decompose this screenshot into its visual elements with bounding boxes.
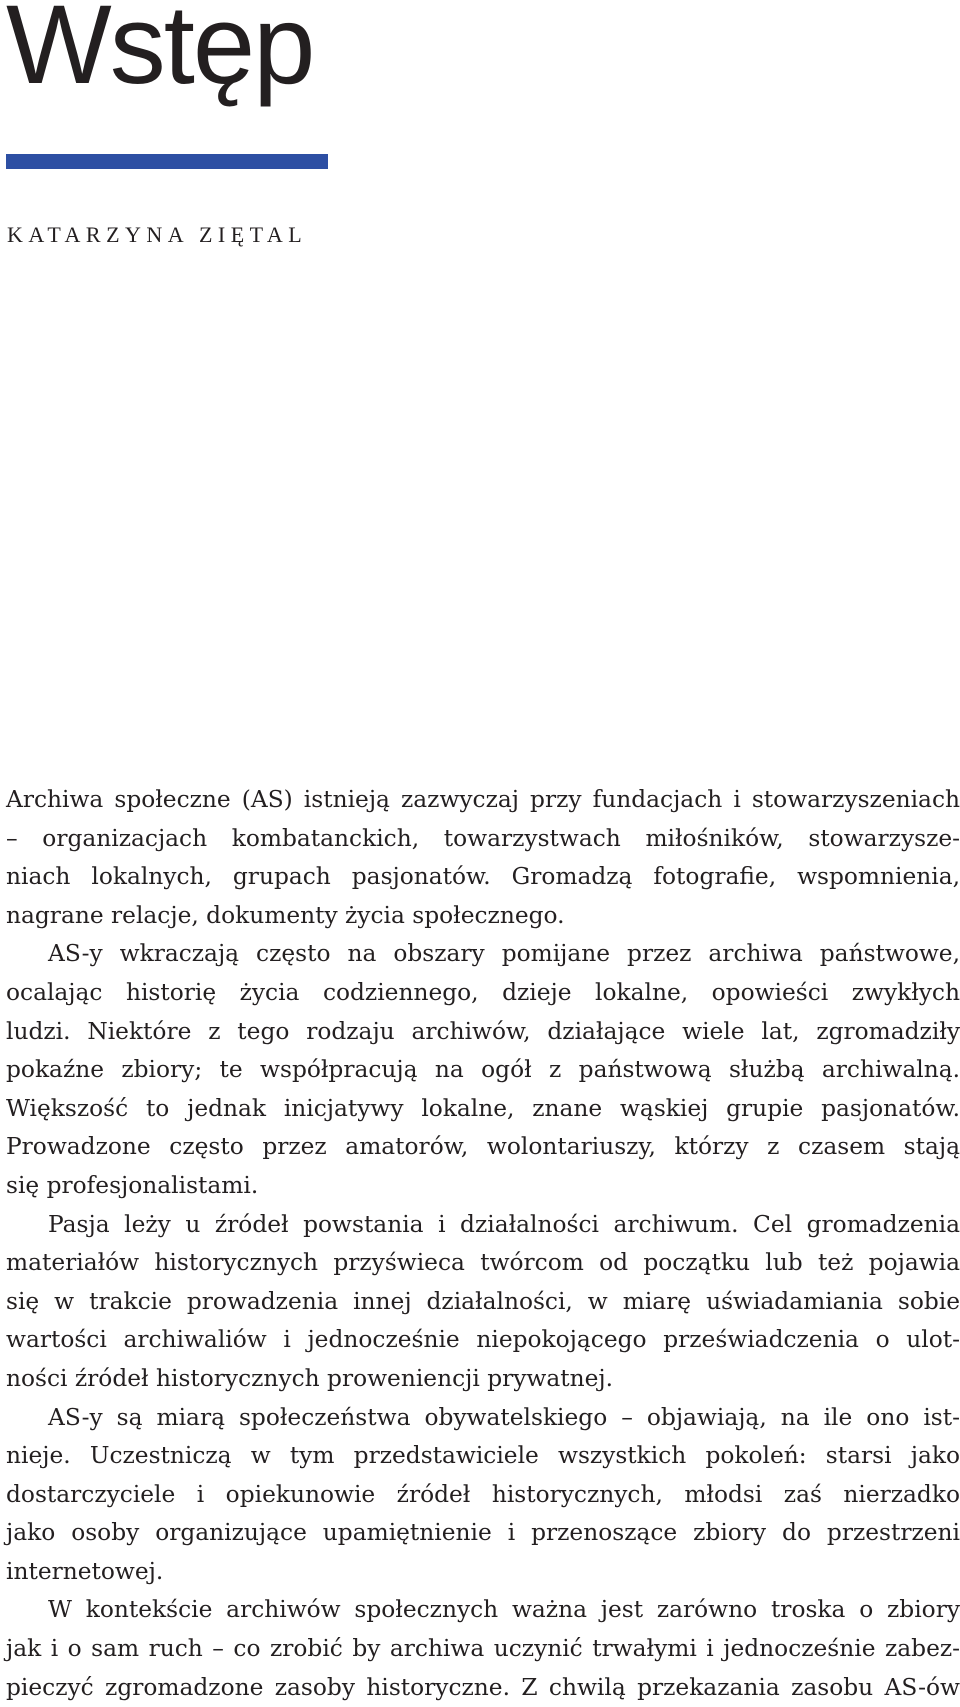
body-line: Większość to jednak inicjatywy lokalne, znane wąskiej grupie pasjonatów. <box>6 1094 960 1122</box>
body-line: Prowadzone często przez amatorów, wolontariuszy, którzy z czasem stają <box>6 1133 960 1161</box>
body-line: nieje. Uczestniczą w tym przedstawiciele wszystkich pokoleń: starsi jako <box>6 1442 960 1470</box>
body-line: niach lokalnych, grupach pasjonatów. Gromadzą fotografie, wspomnienia, <box>6 863 960 891</box>
body-text <box>6 781 960 1707</box>
body-line: ocalając historię życia codziennego, dzieje lokalne, opowieści zwykłych <box>6 978 960 1006</box>
body-line: ludzi. Niektóre z tego rodzaju archiwów, działające wiele lat, zgromadziły <box>6 1017 960 1045</box>
title-accent-rule <box>6 154 328 169</box>
body-line: nagrane relacje, dokumenty życia społecznego. <box>6 901 565 929</box>
body-line: W kontekście archiwów społecznych ważna jest zarówno troska o zbiory <box>48 1596 960 1624</box>
body-line: ności źródeł historycznych proweniencji prywatnej. <box>6 1364 614 1392</box>
author-name: KATARZYNA ZIĘTAL <box>7 222 308 247</box>
body-line: Archiwa społeczne (AS) istnieją zazwyczaj przy fundacjach i stowarzyszeniach <box>6 786 960 813</box>
body-line: wartości archiwaliów i jednocześnie niepokojącego przeświadczenia o ulot- <box>6 1326 960 1354</box>
body-line: dostarczyciele i opiekunowie źródeł historycznych, młodsi zaś nierzadko <box>6 1480 960 1508</box>
body-line: Pasja leży u źródeł powstania i działalności archiwum. Cel gromadzenia <box>48 1210 960 1238</box>
body-line: internetowej. <box>6 1557 164 1585</box>
body-line: AS-y wkraczają często na obszary pomijane przez archiwa państwowe, <box>48 940 960 968</box>
body-line: pokaźne zbiory; te współpracują na ogół z państwową służbą archiwalną. <box>6 1056 960 1084</box>
body-line: AS-y są miarą społeczeństwa obywatelskiego – objawiają, na ile ono ist- <box>48 1403 960 1431</box>
page-title: Wstęp <box>6 0 314 107</box>
body-line: się profesjonalistami. <box>6 1171 259 1199</box>
body-line: jak i o sam ruch – co zrobić by archiwa uczynić trwałymi i jednocześnie zabez- <box>6 1635 960 1663</box>
body-line: pieczyć zgromadzone zasoby historyczne. Z chwilą przekazania zasobu AS-ów <box>6 1673 960 1701</box>
body-line: materiałów historycznych przyświeca twórcom od początku lub też pojawia <box>6 1249 960 1277</box>
body-line: się w trakcie prowadzenia innej działalności, w miarę uświadamiania sobie <box>6 1287 960 1315</box>
body-line: jako osoby organizujące upamiętnienie i przenoszące zbiory do przestrzeni <box>6 1519 960 1547</box>
body-line: – organizacjach kombatanckich, towarzystwach miłośników, stowarzysze- <box>6 824 960 852</box>
